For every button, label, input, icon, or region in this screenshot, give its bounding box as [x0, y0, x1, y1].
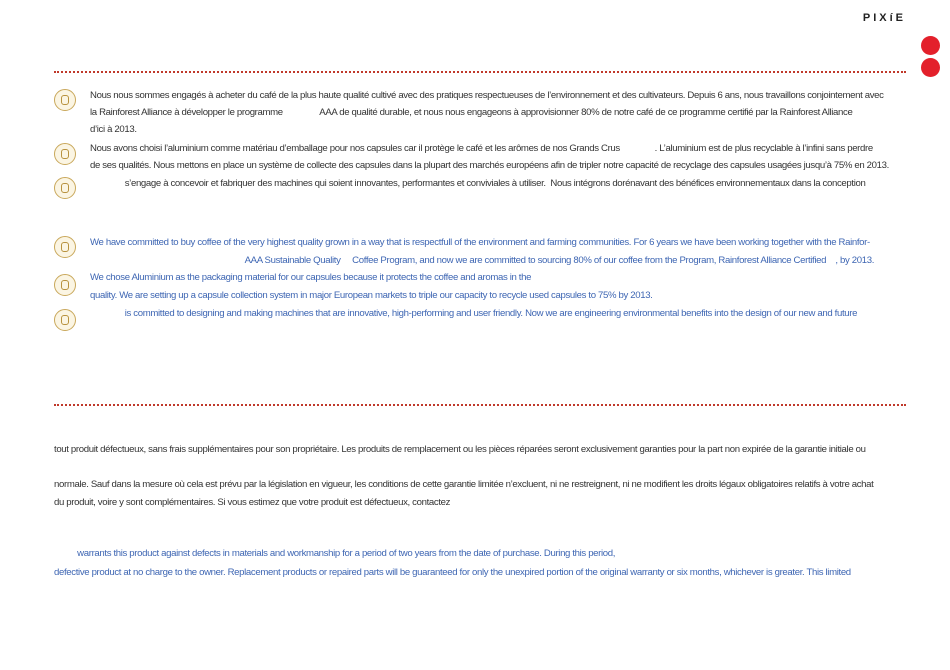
french-line: de ses qualités. Nous mettons en place un système de collecte des capsules dans la plupart des marchés européens afin de tripler notre capacité de recyclage des capsules usagées jusqu’à 75% en 2013.	[90, 160, 889, 171]
french-line: Nous avons choisi l’aluminium comme matériau d’emballage pour nos capsules car il protège le café et les arômes de nos Grands Crus . L’aluminium est de plus recyclable à l’infini sans perdre	[90, 143, 873, 154]
bottom-dotted-divider	[54, 404, 906, 406]
english-line: We have committed to buy coffee of the very highest quality grown in a way that is respectfull of the environment and farming communities. For 6 years we have been working together with the Rainfor-	[90, 237, 870, 248]
capsule-seal-icon	[54, 143, 76, 165]
warranty-english-line: defective product at no charge to the owner. Replacement products or repaired parts will be guaranteed for only the unexpired portion of the original warranty or six months, whichever is greater. This limited	[54, 567, 851, 578]
french-line: s’engage à concevoir et fabriquer des machines qui soient innovantes, performantes et conviviales à utiliser. Nous intégrons dorénavant des bénéfices environnementaux dans la conception	[90, 178, 866, 189]
french-line: la Rainforest Alliance à développer le programme AAA de qualité durable, et nous nous engageons à approvisionner 80% de notre café de ce programme certifié par la Rainforest Alliance	[90, 107, 853, 118]
english-line: quality. We are setting up a capsule collection system in major European markets to triple our capacity to recycle used capsules to 75% by 2013.	[90, 290, 653, 301]
warranty-english	[54, 545, 906, 585]
warranty-english-line: warrants this product against defects in materials and workmanship for a period of two years from the date of purchase. During this period,	[54, 548, 616, 559]
top-dotted-divider	[54, 71, 906, 73]
machine-seal-icon	[54, 177, 76, 199]
red-dot-bottom	[921, 58, 940, 77]
machine-seal-icon	[54, 309, 76, 331]
french-line: d’ici à 2013.	[90, 124, 137, 135]
warranty-french-line: du produit, voire y sont complémentaires. Si vous estimez que votre produit est défectueux, contactez	[54, 497, 451, 508]
english-line: We chose Aluminium as the packaging material for our capsules because it protects the coffee and aromas in the	[90, 272, 532, 283]
french-line: Nous nous sommes engagés à acheter du café de la plus haute qualité cultivé avec des pratiques respectueuses de l’environnement et des cultivateurs. Depuis 6 ans, nous travaillons conjointement avec	[90, 90, 884, 101]
capsule-seal-icon	[54, 274, 76, 296]
english-line: is committed to designing and making machines that are innovative, high-performing and user friendly. Now we are engineering environmental benefits into the design of our new and future	[90, 308, 858, 319]
english-line: AAA Sustainable Quality Coffee Program, and now we are committed to sourcing 80% of our coffee from the Program, Rainforest Alliance Certified , by 2013.	[90, 255, 875, 266]
english-environment-block	[54, 234, 906, 334]
warranty-french-line: tout produit défectueux, sans frais supplémentaires pour son propriétaire. Les produits de remplacement ou les pièces réparées seront exclusivement garanties pour la part non expirée de la garantie initiale ou	[54, 444, 866, 455]
french-environment-block	[54, 87, 906, 197]
coffee-seal-icon	[54, 236, 76, 258]
warranty-french-line: normale. Sauf dans la mesure où cela est prévu par la législation en vigueur, les conditions de cette garantie limitée n’excluent, ni ne restreignent, ni ne modifient les droits légaux obligatoires relatifs à votre achat	[54, 479, 874, 490]
brand-logo: PIXíE	[862, 12, 906, 24]
coffee-seal-icon	[54, 89, 76, 111]
red-dot-top	[921, 36, 940, 55]
warranty-french	[54, 441, 906, 521]
